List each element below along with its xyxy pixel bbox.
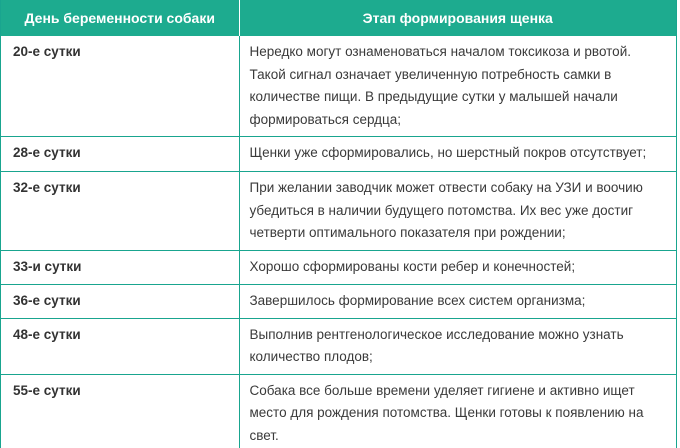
day-cell: 55-е сутки — [1, 374, 239, 448]
day-cell: 33-и сутки — [1, 250, 239, 284]
table-row — [1, 284, 676, 318]
stage-cell: Нередко могут ознаменоваться началом токсикоза и рвотой. Такой сигнал означает увеличенную потребность самки в количестве пищи. В предыдущие сутки у малышей начали формироваться сердца; — [239, 36, 676, 137]
stage-cell: Собака все больше времени уделяет гигиене и активно ищет место для рождения потомства. Щенки готовы к появлению на свет. — [249, 382, 644, 443]
table-row — [1, 137, 676, 172]
stage-cell: При желании заводчик может отвести собаку на УЗИ и воочию убедиться в наличии будущего потомства. Их вес уже достиг четверти оптимального показателя при рождении; — [239, 172, 676, 251]
table-body — [1, 36, 676, 448]
header-row — [1, 0, 676, 36]
table-row — [1, 318, 676, 374]
day-cell: 36-е сутки — [1, 284, 239, 318]
stage-cell: Щенки уже сформировались, но шерстный покров отсутствует; — [239, 137, 676, 172]
day-cell: 28-е сутки — [1, 137, 239, 172]
table-row — [1, 36, 676, 137]
pregnancy-stages-table — [1, 0, 676, 448]
table-header — [1, 0, 676, 36]
day-cell: 32-е сутки — [1, 172, 239, 251]
stage-cell: Завершилось формирование всех систем организма; — [239, 284, 676, 318]
stage-cell: Выполнив рентгенологическое исследование можно узнать количество плодов; — [239, 318, 676, 374]
table-row — [1, 172, 676, 251]
table-row — [1, 250, 676, 284]
day-cell: 48-е сутки — [1, 318, 239, 374]
table-row — [1, 374, 676, 448]
header-stage: Этап формирования щенка — [239, 0, 676, 36]
stage-cell: Хорошо сформированы кости ребер и конечностей; — [239, 250, 676, 284]
day-cell: 20-е сутки — [1, 36, 239, 137]
header-day: День беременности собаки — [1, 0, 239, 36]
